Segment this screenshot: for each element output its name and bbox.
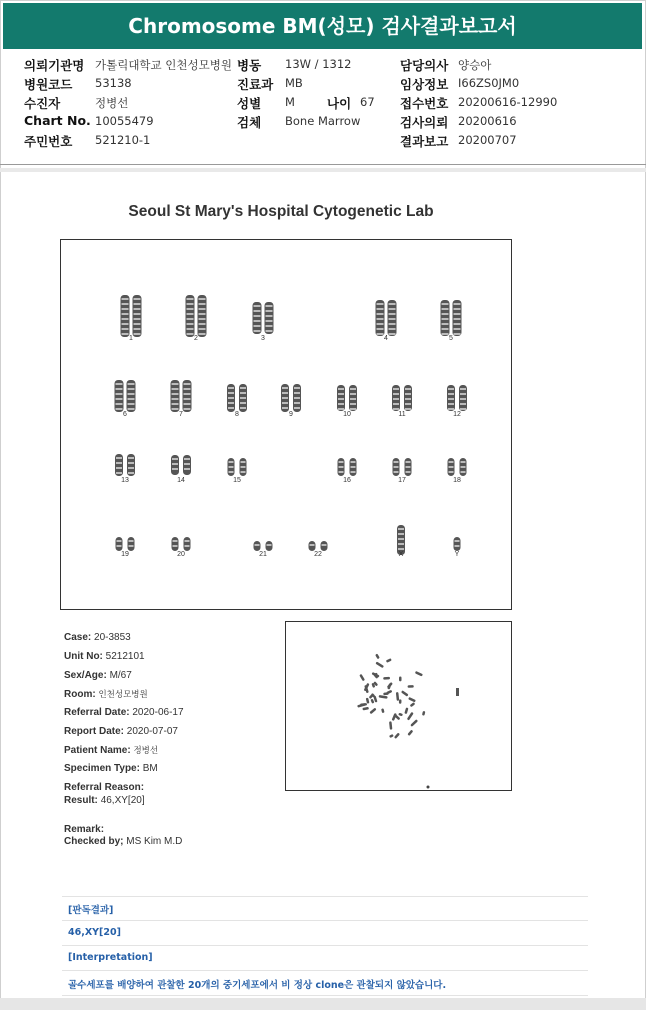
chromosome-label-7: 7 [179,411,183,418]
chart-value: 10055479 [95,114,154,128]
chromosome-label-X: X [398,551,404,558]
chromosome-pair-6 [115,380,136,412]
request-label: 검사의뢰 [400,115,449,130]
chromosome-label-9: 9 [289,411,293,418]
chromosome-pair-17 [393,458,412,476]
sexage-row: Sex/Age: M/67 [64,670,132,681]
checked-row: Checked by; MS Kim M.D [64,836,183,847]
age-value: 67 [360,95,375,109]
hospital-code-value: 53138 [95,76,132,90]
chromosome-pair-7 [171,380,192,412]
chromosome-pair-2 [186,295,207,337]
divider-band [0,168,646,172]
institution-value: 가톨릭대학교 인천성모병원 [95,58,232,72]
dept-label: 진료과 [237,77,274,92]
metaphase-image [286,622,510,789]
id-label: 주민번호 [24,134,73,149]
judgement-value: 46,XY[20] [68,927,121,938]
patient-value: 정병선 [95,96,129,110]
remark-row: Remark: [64,824,105,835]
chromosome-label-21: 21 [259,551,267,558]
result-row: Result: 46,XY[20] [64,795,145,806]
chromosome-pair-10 [337,385,357,411]
chromosome-label-18: 18 [453,477,461,484]
chromosome-pair-22 [309,541,328,551]
specimen-label: 검체 [237,115,262,130]
chromosome-pair-11 [392,385,412,411]
chromosome-pair-14 [171,455,191,475]
bottom-strip [0,998,646,1010]
doctor-label: 담당의사 [400,58,449,73]
results-divider [62,896,588,897]
lab-title: Seoul St Mary's Hospital Cytogenetic Lab [128,203,434,220]
chromosome-pair-Y [454,537,461,551]
age-label: 나이 [327,96,352,111]
chromosome-label-13: 13 [121,477,129,484]
chromosome-label-5: 5 [449,335,453,342]
chromosome-pair-1 [121,295,142,337]
chromosome-label-2: 2 [194,335,198,342]
chromosome-pair-3 [253,302,274,334]
report-title: Chromosome BM(성모) 검사결과보고서 [3,3,642,49]
interpretation-text: 골수세포를 배양하여 관찰한 20개의 중기세포에서 비 정상 clone은 관찰되지 않았습니다. [68,980,447,991]
metaphase-panel [285,621,512,791]
hospital-code-label: 병원코드 [24,77,73,92]
chromosome-label-15: 15 [233,477,241,484]
chromosome-label-11: 11 [398,411,406,418]
dept-value: MB [285,76,303,90]
chromosome-label-22: 22 [314,551,322,558]
receipt-label: 접수번호 [400,96,449,111]
chromosome-label-19: 19 [121,551,129,558]
metaphase-spread [357,654,459,789]
specimen-type-row: Specimen Type: BM [64,763,158,774]
karyogram-panel [60,239,512,610]
ward-value: 13W / 1312 [285,57,352,71]
chart-label: Chart No. [24,113,91,128]
chromosome-label-14: 14 [177,477,185,484]
chromosome-label-1: 1 [129,335,133,342]
chromosome-pair-15 [228,458,247,476]
case-row: Case: 20-3853 [64,632,131,643]
sex-value: M [285,95,295,109]
institution-label: 의뢰기관명 [24,58,85,73]
chromosome-label-Y: Y [454,551,460,558]
chromosome-pair-16 [338,458,357,476]
chromosome-label-12: 12 [453,411,461,418]
chromosome-label-10: 10 [343,411,351,418]
id-value: 521210-1 [95,133,151,147]
clinical-value: I66ZS0JM0 [458,76,520,90]
ward-label: 병동 [237,58,262,73]
clinical-label: 임상정보 [400,77,449,92]
chromosome-pair-21 [254,541,273,551]
referral-reason-row: Referral Reason: [64,782,145,793]
request-value: 20200616 [458,114,517,128]
chromosome-label-16: 16 [343,477,351,484]
results-divider [62,920,588,921]
chromosome-pair-12 [447,385,467,411]
unit-row: Unit No: 5212101 [64,651,145,662]
results-divider [62,945,588,946]
chromosome-pair-5 [441,300,462,336]
receipt-value: 20200616-12990 [458,95,558,109]
chromosome-label-6: 6 [123,411,127,418]
referral-date-row: Referral Date: 2020-06-17 [64,707,184,718]
chromosome-pair-8 [227,384,247,412]
chromosome-pair-4 [376,300,397,336]
chromosome-label-3: 3 [261,335,265,342]
judgement-label: [판독결과] [68,905,114,916]
report-value: 20200707 [458,133,517,147]
sex-label: 성별 [237,96,262,111]
chromosome-label-8: 8 [235,411,239,418]
interpretation-label: [Interpretation] [68,952,153,963]
chromosome-label-17: 17 [398,477,406,484]
chromosome-pair-20 [172,537,191,551]
results-divider [62,995,588,996]
chromosome-label-20: 20 [177,551,185,558]
divider [0,164,646,165]
report-date-row: Report Date: 2020-07-07 [64,726,178,737]
doctor-value: 양승아 [458,58,492,72]
chromosome-pair-13 [115,454,135,476]
chromosome-pair-19 [116,537,135,551]
room-row: Room: 인천성모병원 [64,689,148,700]
results-divider [62,970,588,971]
karyogram-image [61,240,510,608]
chromosome-pair-18 [448,458,467,476]
report-label: 결과보고 [400,134,449,149]
patient-name-row: Patient Name: 정병선 [64,745,159,756]
patient-label: 수진자 [24,96,61,111]
patient-info-section [0,52,646,164]
chromosome-pair-9 [281,384,301,412]
specimen-value: Bone Marrow [285,114,361,128]
chromosome-label-4: 4 [384,335,388,342]
